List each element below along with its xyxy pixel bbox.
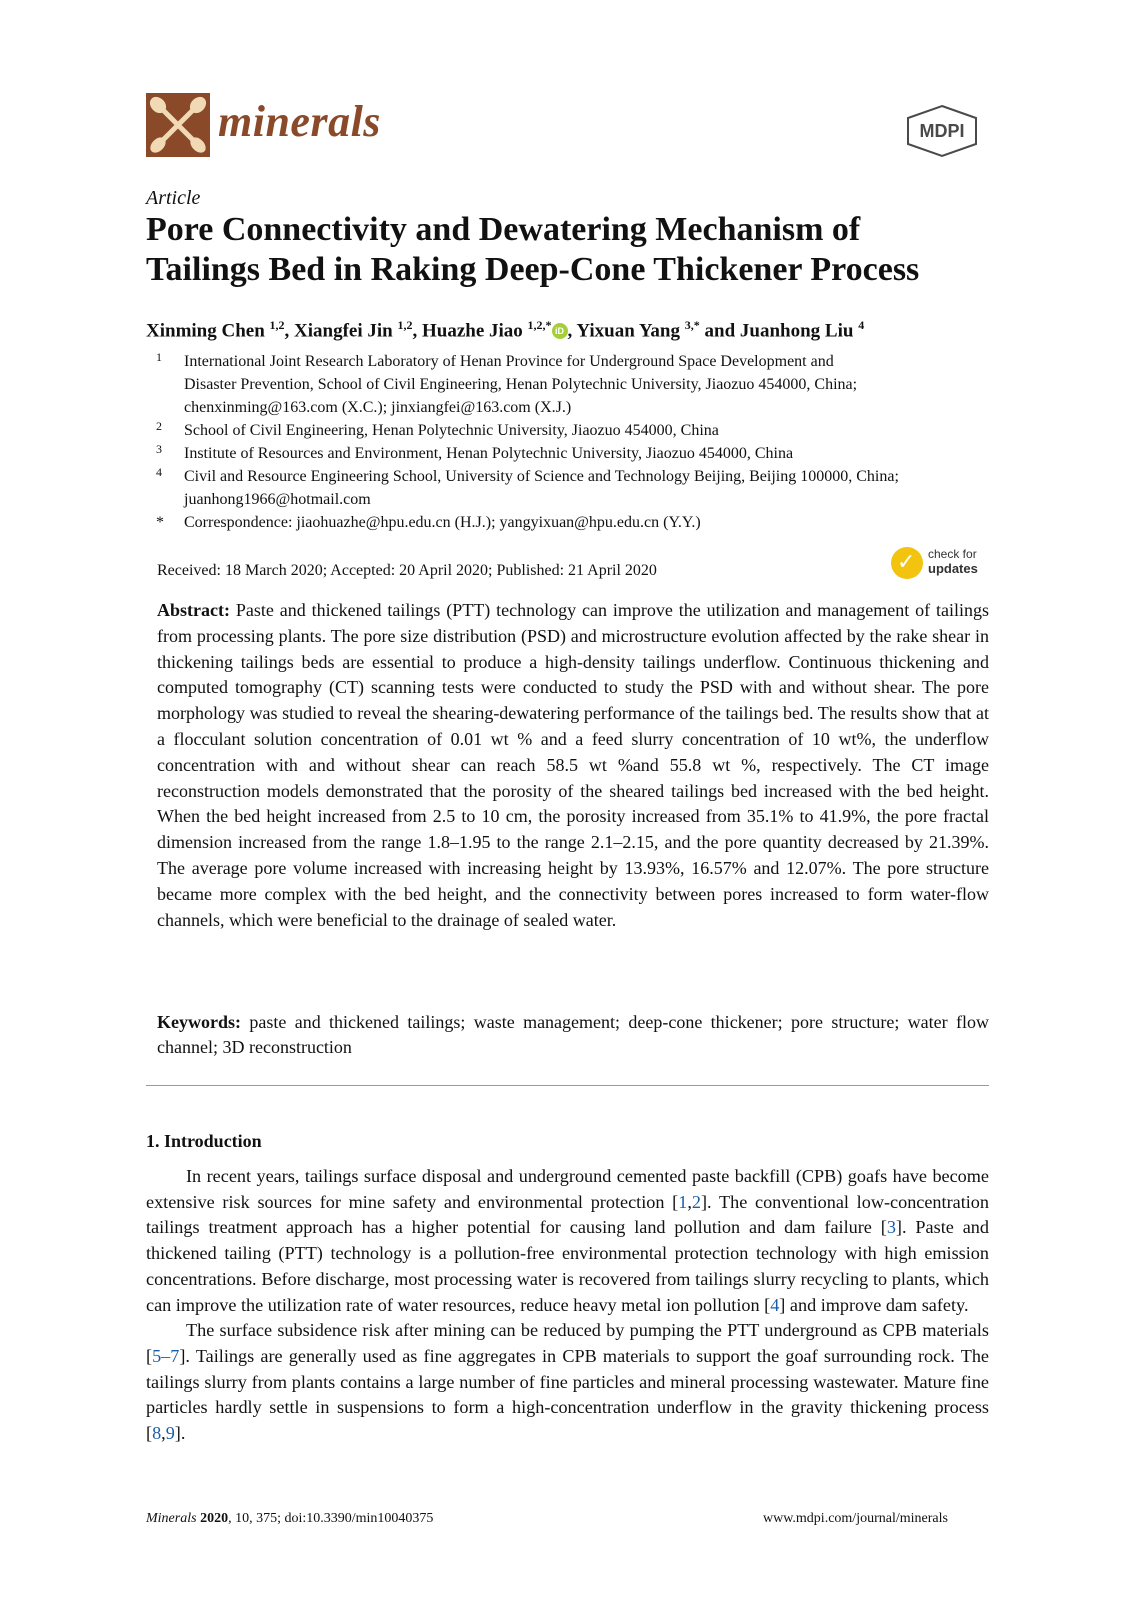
affiliation-number: 2 [156, 419, 162, 433]
paragraph-text: ]. Paste and thickened tailing (PTT) technology is a pollution-free environmental protection technology with high emission concentrations. Before discharge, most processing water is recovered from tailings slurry recycling to plants, which can improve the utilization rate of water resources, reduce heavy metal ion pollution [ [146, 1217, 989, 1315]
affiliation-line: Institute of Resources and Environment, Henan Polytechnic University, Jiaozuo 454000, China [184, 445, 794, 462]
check-for-updates-badge[interactable] [891, 547, 991, 583]
author-name: Juanhong Liu [739, 320, 854, 342]
mdpi-logo-text: MDPI [919, 121, 965, 141]
citation-link[interactable]: 1 [678, 1191, 688, 1212]
checkmark-circle-icon: ✓ [891, 547, 923, 579]
paragraph-text: , [161, 1423, 166, 1444]
correspondence-text: Correspondence: jiaohuazhe@hpu.edu.cn (H.J.); yangyixuan@hpu.edu.cn (Y.Y.) [184, 514, 701, 531]
author-name: Xiangfei Jin [294, 320, 393, 342]
correspondence-star: * [156, 514, 164, 531]
paragraph-text: In recent years, tailings surface disposal and underground cemented paste backfill (CPB) goafs have become extensive risk sources for mine safety and environmental protection [ [146, 1166, 989, 1212]
section-heading: 1. Introduction [146, 1131, 262, 1151]
footer-url[interactable]: www.mdpi.com/journal/minerals [763, 1511, 948, 1526]
check-updates-line1: check for [928, 547, 977, 561]
keywords-text: paste and thickened tailings; waste management; deep-cone thickener; pore structure; water flow channel; 3D reconstruction [157, 1012, 989, 1057]
paragraph-text: ] and improve dam safety. [779, 1294, 969, 1315]
affiliation-number: 4 [156, 465, 162, 479]
check-updates-line2: updates [928, 561, 978, 576]
affiliation-line: School of Civil Engineering, Henan Polytechnic University, Jiaozuo 454000, China [184, 422, 719, 439]
author-affil-sup: 4 [858, 318, 865, 332]
affiliations [156, 350, 996, 534]
article-type: Article [146, 187, 201, 209]
citation-link[interactable]: 3 [886, 1217, 896, 1238]
author-name: Xinming Chen [146, 320, 265, 342]
keywords [157, 1010, 989, 1060]
affiliation-line: Disaster Prevention, School of Civil Engineering, Henan Polytechnic University, Jiaozuo 454000, China; [184, 376, 858, 393]
abstract-label: Abstract: [157, 600, 230, 620]
affiliation-number: 1 [156, 350, 162, 364]
author-name: Yixuan Yang [576, 320, 680, 342]
journal-name: minerals [218, 97, 381, 146]
abstract [157, 598, 989, 933]
paragraph-2 [146, 1318, 989, 1447]
author-separator: , [412, 320, 422, 342]
affiliation-2 [156, 419, 996, 442]
paragraph-text: ]. Tailings are generally used as fine aggregates in CPB materials to support the goaf surrounding rock. The tailings slurry from plants contains a large number of fine particles and mineral processing wastewater. Mature fine particles hardly settle in suspensions to form a high-concentration underflow in the gravity thickening process [ [146, 1345, 989, 1444]
author-affil-sup: 1,2 [397, 318, 413, 332]
citation-link[interactable]: 5–7 [152, 1345, 180, 1366]
citation-link[interactable]: 9 [165, 1423, 175, 1444]
author-list [146, 318, 1046, 342]
paragraph-1 [146, 1164, 989, 1318]
author-separator: , [284, 320, 295, 342]
citation-link[interactable]: 8 [152, 1423, 162, 1444]
affiliation-1 [156, 350, 996, 419]
affiliation-line: International Joint Research Laboratory of Henan Province for Underground Space Development and [184, 353, 834, 370]
section-divider [146, 1085, 989, 1086]
citation-link[interactable]: 4 [770, 1294, 780, 1315]
author-separator: , [567, 320, 577, 342]
introduction-body [146, 1164, 989, 1447]
footer-volume-doi: , 10, 375; doi:10.3390/min10040375 [228, 1511, 434, 1526]
affiliation-3 [156, 442, 996, 465]
author-separator: and [699, 320, 740, 342]
orcid-icon[interactable]: iD [552, 323, 568, 339]
abstract-text: Paste and thickened tailings (PTT) technology can improve the utilization and management of tailings from processing plants. The pore size distribution (PSD) and microstructure evolution affected by the rake shear in thickening tailings beds are essential to produce a high-density tailings underflow. Continuous thickening and computed tomography (CT) scanning tests were conducted to study the PSD with and without shear. The pore morphology was studied to reveal the shearing-dewatering performance of the tailings bed. The results show that at a flocculant solution concentration of 0.01 wt % and a feed slurry concentration of 10 wt%, the underflow concentration with and without shear can reach 58.5 wt %and 55.8 wt %, respectively. The CT image reconstruction models demonstrated that the porosity of the sheared tailings bed increased with the bed height. When the bed height increased from 2.5 to 10 cm, the porosity increased from 35.1% to 41.9%, the pore fractal dimension increased from the range 1.8–1.95 to the range 2.1–2.15, and the pore quantity decreased by 21.39%. The average pore volume increased with increasing height by 13.93%, 16.57% and 12.07%. The pore structure became more complex with the bed height, and the connectivity between pores increased to form water-flow channels, which were beneficial to the drainage of sealed water. [157, 600, 989, 930]
title-line-2: Tailings Bed in Raking Deep-Cone Thickener Process [146, 251, 920, 288]
footer-citation [146, 1511, 433, 1527]
paragraph-text: ]. [174, 1423, 186, 1444]
footer-year: 2020 [200, 1511, 229, 1526]
paper-title [146, 210, 1006, 290]
correspondence [156, 511, 996, 534]
mdpi-logo [900, 104, 984, 158]
crossed-shovels-icon [146, 93, 210, 157]
affiliation-4 [156, 465, 996, 511]
affiliation-line: Civil and Resource Engineering School, University of Science and Technology Beijing, Beijing 100000, China; [184, 468, 899, 485]
citation-link[interactable]: 2 [691, 1191, 701, 1212]
footer-journal: Minerals [146, 1511, 197, 1526]
paragraph-text: The surface subsidence risk after mining can be reduced by pumping the PTT underground as CPB materials [ [146, 1320, 989, 1366]
title-line-1: Pore Connectivity and Dewatering Mechanism of [146, 211, 861, 248]
author-affil-sup: 3,* [684, 318, 700, 332]
affiliation-number: 3 [156, 442, 162, 456]
affiliation-line: juanhong1966@hotmail.com [184, 491, 371, 508]
paragraph-text: , [687, 1191, 692, 1212]
publication-dates: Received: 18 March 2020; Accepted: 20 April 2020; Published: 21 April 2020 [157, 562, 657, 579]
keywords-label: Keywords: [157, 1012, 241, 1032]
author-affil-sup: 1,2 [269, 318, 285, 332]
author-name: Huazhe Jiao [421, 320, 523, 342]
author-affil-sup: 1,2,* [527, 318, 552, 332]
affiliation-line: chenxinming@163.com (X.C.); jinxiangfei@163.com (X.J.) [184, 399, 572, 416]
paragraph-text: ]. The conventional low-concentration tailings treatment approach has a higher potential for causing land pollution and dam failure [ [146, 1191, 989, 1238]
